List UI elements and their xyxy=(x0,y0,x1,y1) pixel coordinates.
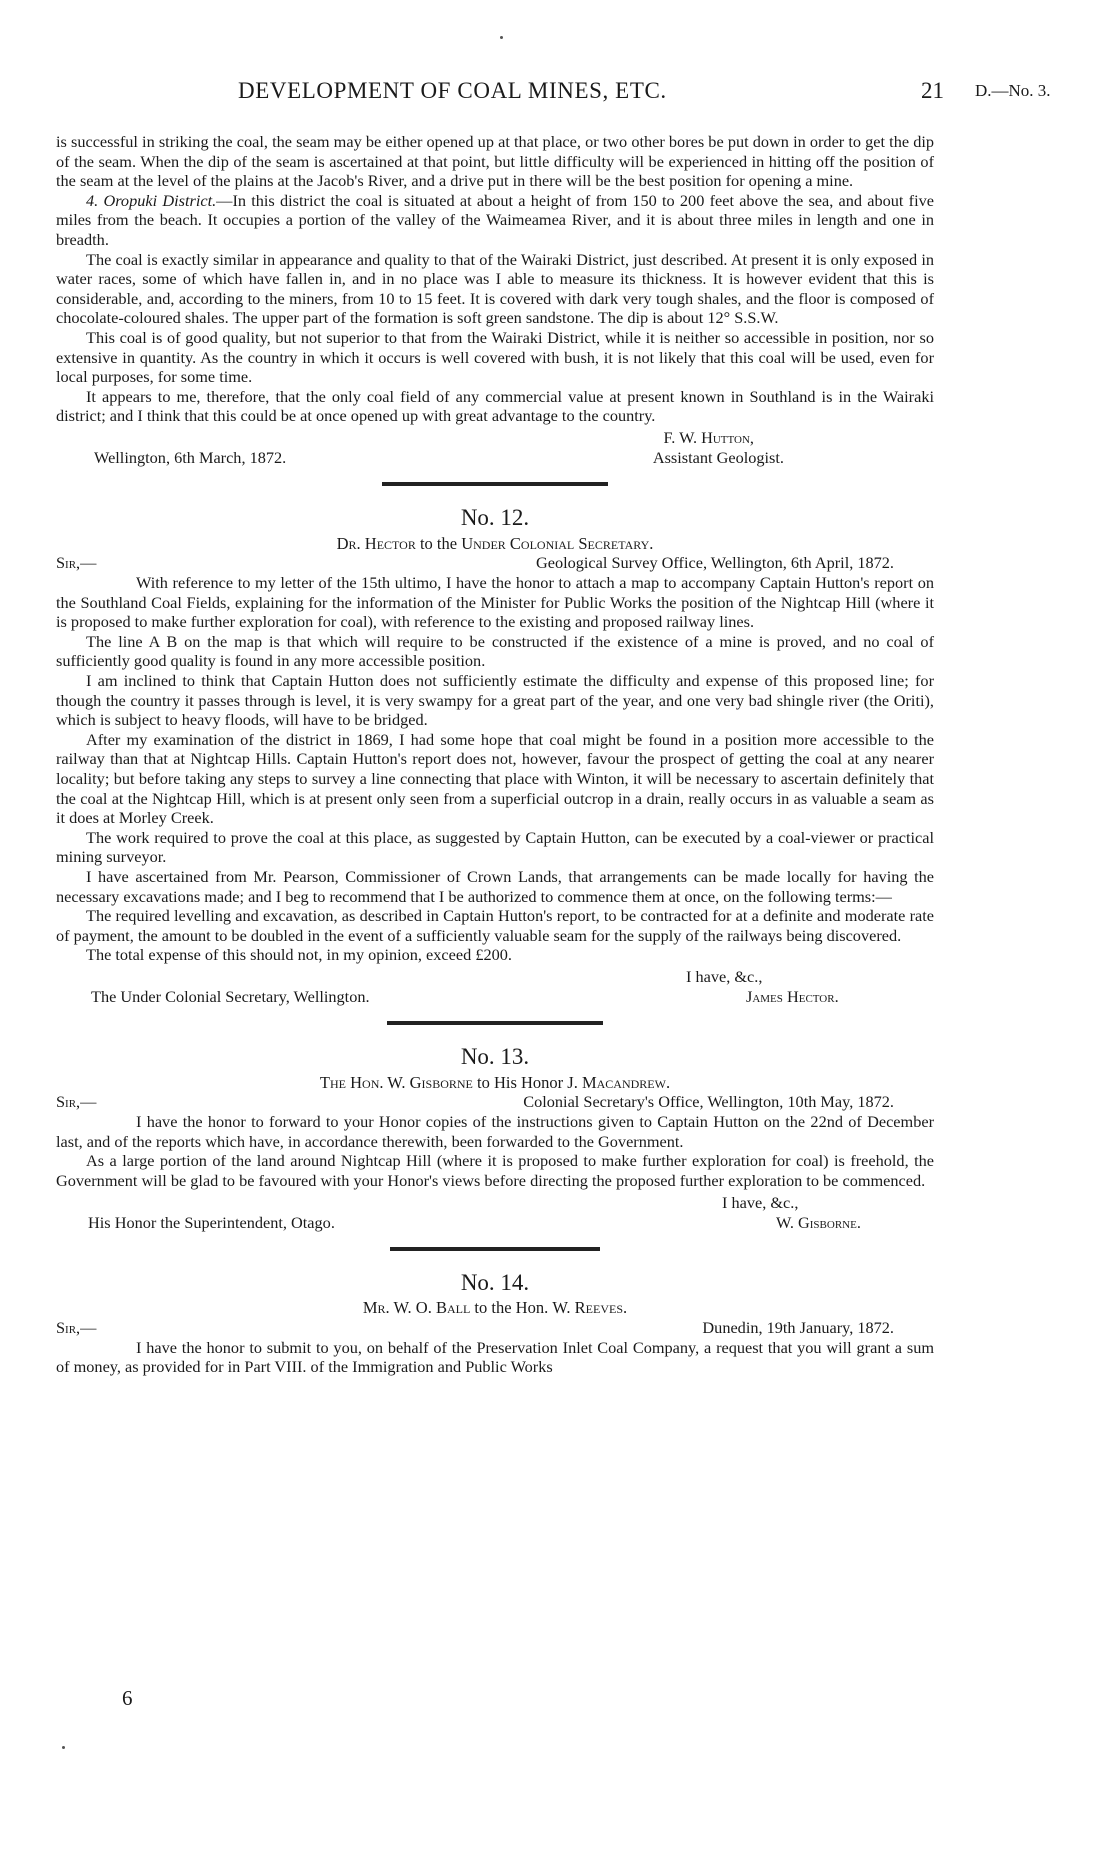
paragraph: This coal is of good quality, but not superior to that from the Wairaki District, while it is neither so accessible in position, nor so extensive in quantity. As the country in which it occurs is well covered with bush, it is not likely that this coal will be used, even for local purposes, for some time. xyxy=(56,327,934,387)
letter-connector: to His Honor xyxy=(472,1072,568,1092)
paragraph: I have the honor to submit to you, on behalf of the Preservation Inlet Coal Company, a request that you will grant a sum of money, as provided for in Part VIII. of the Immigration and Public Works xyxy=(56,1337,934,1377)
paragraph: After my examination of the district in 1869, I had some hope that coal might be found in a position more accessible to the railway than that at Nightcap Hills. Captain Hutton's report does not, however, favour the prospect of getting the coal at any nearer locality; but before taking any steps to survey a line connecting that place with Winton, it will be necessary to ascertain definitely that the coal at the Nightcap Hill, which is at present only seen from a superficial outcrop in a drain, really occurs in as valuable a seam as it does at Morley Creek. xyxy=(56,729,934,828)
recipient: His Honor the Superintendent, Otago. xyxy=(88,1212,335,1232)
letter-from: The Hon. W. Gisborne xyxy=(319,1072,473,1092)
paragraph: I have ascertained from Mr. Pearson, Commissioner of Crown Lands, that arrangements can be made locally for having the necessary excavations made; and I beg to recommend that I be authorized to commence them at once, on the following terms:— xyxy=(56,867,934,906)
letter-from: Mr. W. O. Ball xyxy=(362,1298,471,1318)
signature-block xyxy=(56,428,934,468)
hutton-report-continuation xyxy=(56,132,934,468)
letter-parties xyxy=(56,1298,934,1318)
recipient: The Under Colonial Secretary, Wellington. xyxy=(91,986,370,1006)
signature-block xyxy=(56,967,934,1007)
paragraph: I am inclined to think that Captain Hutton does not sufficiently estimate the difficulty and expense of this proposed line; for though the country it passes through is level, it is very swampy for a great part of the year, and one very bad shingle river (the Oriti), which is subject to heavy floods, will have to be bridged. xyxy=(56,671,934,730)
letter-address: Colonial Secretary's Office, Wellington, 10th May, 1872. xyxy=(523,1092,894,1112)
place-date: Wellington, 6th March, 1872. xyxy=(94,447,287,467)
letter-connector: to the xyxy=(415,533,462,553)
paragraph: The total expense of this should not, in my opinion, exceed £200. xyxy=(86,945,512,965)
salutation-line xyxy=(56,553,934,573)
signature-name: F. W. Hutton, xyxy=(663,427,754,447)
signature-name: James Hector. xyxy=(746,986,839,1006)
page-number: 21 xyxy=(921,78,944,103)
letter-to: J. Macandrew. xyxy=(567,1072,671,1092)
signature-name: W. Gisborne. xyxy=(776,1212,861,1232)
paragraph: With reference to my letter of the 15th ultimo, I have the honor to attach a map to accompany Captain Hutton's report on the Southland Coal Fields, explaining for the information of the Minister for Public Works the position of the Nightcap Hill (where it is proposed to make further exploration for coal), with reference to the existing and proposed railway lines. xyxy=(56,573,934,632)
section-label: 4. Oropuki District. xyxy=(86,190,217,210)
letter-parties xyxy=(56,534,934,554)
paragraph: It appears to me, therefore, that the only coal field of any commercial value at present known in Southland is in the Wairaki district; and I think that this could be at once opened up with great advantage to the country. xyxy=(56,386,934,426)
paragraph: The required levelling and excavation, as described in Captain Hutton's report, to be contracted for at a definite and moderate rate of payment, the amount to be doubled in the event of a sufficiently valuable seam for the supply of the railways being discovered. xyxy=(56,906,934,945)
closing: I have, &c., xyxy=(686,966,763,986)
speck xyxy=(500,36,503,39)
letter-no-12 xyxy=(56,504,934,1007)
letter-connector: to the Hon. xyxy=(470,1298,553,1318)
page-header xyxy=(0,78,1114,108)
letter-number: No. 13. xyxy=(460,1043,530,1069)
salutation-line xyxy=(56,1092,934,1112)
section-divider xyxy=(382,482,608,486)
letter-number: No. 12. xyxy=(460,504,530,530)
running-title: DEVELOPMENT OF COAL MINES, ETC. xyxy=(238,78,667,103)
paragraph: The work required to prove the coal at this place, as suggested by Captain Hutton, can be executed by a coal-viewer or practical mining surveyor. xyxy=(56,827,934,867)
letter-address: Dunedin, 19th January, 1872. xyxy=(702,1317,894,1337)
paragraph-text: —In this district the coal is situated at about a height of from 150 to 200 feet above the sea, and about five miles from the beach. It occupies a portion of the valley of the Waimeamea River, and it is about three miles in length and one in breadth. xyxy=(56,190,934,249)
letter-from: Dr. Hector xyxy=(336,533,416,553)
section-divider xyxy=(387,1021,603,1025)
paragraph: The coal is exactly similar in appearance and quality to that of the Wairaki District, just described. At present it is only exposed in water races, some of which have fallen in, and in no place was I able to measure its thickness. It is however evident that this is considerable, and, according to the miners, from 10 to 15 feet. It is covered with dark very tough shales, and the floor is composed of chocolate-coloured shales. The upper part of the formation is soft green sandstone. The dip is about 12° S.S.W. xyxy=(56,249,934,328)
letter-address: Geological Survey Office, Wellington, 6th April, 1872. xyxy=(535,553,894,573)
signature-mark: 6 xyxy=(122,1686,133,1710)
paragraph: is successful in striking the coal, the seam may be either opened up at that place, or two other bores be put down in order to get the dip of the seam. When the dip of the seam is ascertained at that point, but little difficulty will be experienced in hitting off the position of the seam at the level of the plains at the Jacob's River, and a drive put in there will be the best position for opening a mine. xyxy=(56,132,934,191)
letter-parties xyxy=(56,1073,934,1093)
letter-to: Under Colonial Secretary. xyxy=(461,533,654,553)
signature-role: Assistant Geologist. xyxy=(652,447,784,467)
closing: I have, &c., xyxy=(722,1192,799,1212)
paragraph xyxy=(56,191,934,250)
letter-to: W. Reeves. xyxy=(552,1298,628,1318)
document-reference: D.—No. 3. xyxy=(975,81,1051,100)
letter-no-14 xyxy=(56,1269,934,1377)
signature-block xyxy=(56,1193,934,1233)
speck xyxy=(62,1746,65,1749)
paragraph: As a large portion of the land around Nightcap Hill (where it is proposed to make further exploration for coal) is freehold, the Government will be glad to be favoured with your Honor's views before directing the proposed further exploration to be commenced. xyxy=(56,1151,934,1190)
letter-number: No. 14. xyxy=(460,1269,530,1295)
salutation-line xyxy=(56,1318,934,1338)
salutation: Sir,— xyxy=(56,1317,97,1337)
paragraph: The line A B on the map is that which will require to be constructed if the existence of a mine is proved, and no coal of sufficiently good quality is found in any more accessible position. xyxy=(56,631,934,671)
page-body xyxy=(56,132,934,1377)
letter-no-13 xyxy=(56,1043,934,1233)
section-divider xyxy=(390,1247,600,1251)
paragraph: I have the honor to forward to your Honor copies of the instructions given to Captain Hutton on the 22nd of December last, and of the reports which have, in accordance therewith, been forwarded to the Government. xyxy=(56,1112,934,1151)
salutation: Sir,— xyxy=(56,553,97,573)
salutation: Sir,— xyxy=(56,1092,97,1112)
